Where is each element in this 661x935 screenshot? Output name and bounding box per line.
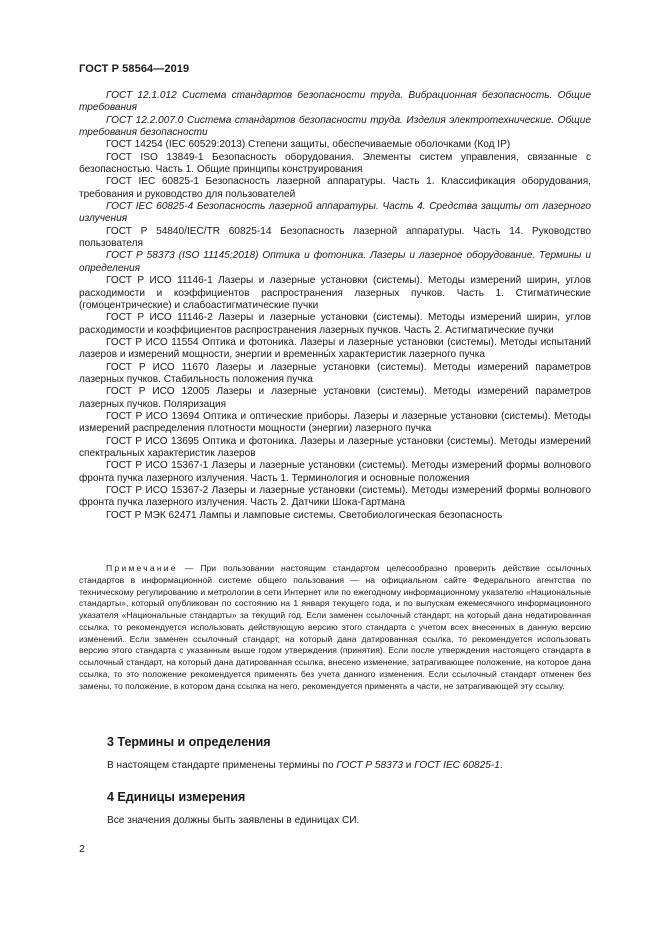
reference-item: ГОСТ Р МЭК 62471 Лампы и ламповые системы. Светобиологическая безопасность [106,509,503,521]
note-label: Примечание [106,563,178,573]
reference-item: ГОСТ ISO 13849-1 Безопасность оборудования. Элементы систем управления, связанные с безопасностью. Часть 1. Общие принципы конструирования [79,151,591,176]
reference-item: ГОСТ Р ИСО 11670 Лазеры и лазерные установки (системы). Методы измерений параметров лазерных пучков. Стабильность положения пучка [79,361,591,385]
reference-item: ГОСТ Р 54840/IEC/TR 60825-14 Безопасность лазерной аппаратуры. Часть 14. Руководство пользователя [79,225,591,250]
section-3-title: 3 Термины и определения [107,735,271,749]
reference-item: ГОСТ Р ИСО 11146-2 Лазеры и лазерные установки (системы). Методы измерений ширин, углов расходимости и коэффициентов распространения лазерных пучков. Часть 2. Астигматические пучки [79,312,591,336]
reference-item: ГОСТ Р ИСО 12005 Лазеры и лазерные установки (системы). Методы измерений параметров лазерных пучков. Поляризация [79,386,591,410]
note-text: — При пользовании настоящим стандартом целесообразно проверить действие ссылочных стандартов в информационной системе общего пользования — на официальном сайте Федерального агентства по техническому регулированию и метрологии в сети Интернет или по ежегодному информационному указателю «Национальные стандарты», который опубликован по состоянию на 1 января текущего года, и по выпускам ежемесячного информационного указателя «Национальные стандарты» за текущий год. Если заменен ссылочный стандарт, на который дана недатированная ссылка, то рекомендуется использовать действующую версию этого стандарта с учетом всех внесенных в данную версию изменений. Если заменен ссылочный стандарт, на который дана датированная ссылка, то рекомендуется использовать версию этого стандарта с указанным выше годом утверждения (принятия). Если после утверждения настоящего стандарта в ссылочный стандарт, на который дана датированная ссылка, внесено изменение, затрагивающее положение, на которое дана ссылка, то это положение рекомендуется применять без учета данного изменения. Если ссылочный стандарт отменен без замены, то положение, в котором дана ссылка на него, рекомендуется применять в части, не затрагивающей эту ссылку. [79,563,591,691]
reference-item: ГОСТ IEC 60825-1 Безопасность лазерной аппаратуры. Часть 1. Классификация оборудования, требования и руководство для пользователей [79,176,591,200]
reference-item: ГОСТ Р ИСО 13695 Оптика и фотоника. Лазеры и лазерные установки (системы). Методы измерений спектральных характеристик лазеров [79,435,591,459]
document-id: ГОСТ Р 58564—2019 [79,63,190,75]
reference-item: ГОСТ Р ИСО 11146-1 Лазеры и лазерные установки (системы). Методы измерений ширин, углов расходимости и коэффициентов распространения лазерных пучков. Часть 1. Стигматические (гомоцентрические) и слабоастигматические пучки [79,275,591,311]
reference-link-gost-iec-60825-1: ГОСТ IEC 60825-1 [414,760,500,771]
reference-item: ГОСТ 12.2.007.0 Система стандартов безопасности труда. Изделия электротехнические. Общие требования безопасности [79,114,591,139]
reference-item: ГОСТ 12.1.012 Система стандартов безопасности труда. Вибрационная безопасность. Общие требования [79,90,591,114]
reference-item: ГОСТ Р ИСО 11554 Оптика и фотоника. Лазеры и лазерные установки (системы). Методы испытаний лазеров и измерений мощности, энергии и временны́х характеристик лазерного пучка [79,336,591,361]
page-number: 2 [79,843,85,855]
reference-item: ГОСТ Р ИСО 15367-1 Лазеры и лазерные установки (системы). Методы измерений формы волнового фронта пучка лазерного излучения. Часть 1. Терминология и основные положения [79,460,591,484]
reference-item: ГОСТ Р ИСО 13694 Оптика и оптические приборы. Лазеры и лазерные установки (системы). Методы измерений распределения плотности мощности (энергии) лазерного пучка [79,410,591,435]
reference-item: ГОСТ 14254 (IEC 60529:2013) Степени защиты, обеспечиваемые оболочками (Код IP) [106,139,511,151]
section-4-title: 4 Единицы измерения [107,790,246,804]
section-3-body: В настоящем стандарте применены термины по ГОСТ Р 58373 и ГОСТ IEC 60825-1. [107,760,503,771]
normative-references-list [79,90,591,522]
section-4-body: Все значения должны быть заявлены в единицах СИ. [107,815,360,826]
reference-item: ГОСТ Р ИСО 15367-2 Лазеры и лазерные установки (системы). Методы измерений формы волнового фронта пучка лазерного излучения. Часть 2. Датчики Шока-Гартмана [79,485,591,509]
reference-item: ГОСТ IEC 60825-4 Безопасность лазерной аппаратуры. Часть 4. Средства защиты от лазерного излучения [79,201,591,225]
reference-item: ГОСТ Р 58373 (ISO 11145:2018) Оптика и фотоника. Лазеры и лазерное оборудование. Термины и определения [79,250,591,274]
note-paragraph [79,563,591,692]
references-note [79,563,591,692]
reference-link-gost-r-58373: ГОСТ Р 58373 [336,760,403,771]
